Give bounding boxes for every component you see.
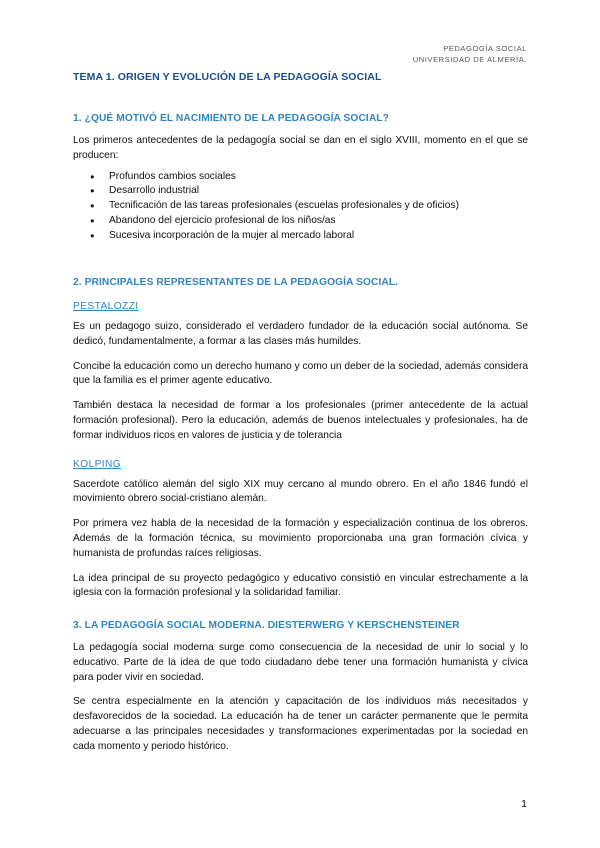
kolping-paragraph: Sacerdote católico alemán del siglo XIX muy cercano al mundo obrero. En el año 1846 fundó el movimiento obrero social-cristiano alemán. (73, 478, 528, 505)
bullet-list (73, 170, 528, 244)
pestalozzi-paragraph: Es un pedagogo suizo, considerado el verdadero fundador de la educación social autónoma. Se dedicó, fundamentalmente, a formar a las clases más humildes. (73, 321, 528, 347)
bullet-item: ● Sucesiva incorporación de la mujer al mercado laboral (73, 229, 528, 244)
pestalozzi-paragraph: Concibe la educación como un derecho humano y como un deber de la sociedad, además considera que la familia es el primer agente educativo. (73, 360, 528, 387)
page-header (413, 44, 527, 65)
page-number: 1 (521, 798, 527, 810)
section-1 (73, 113, 528, 244)
bullet-item: ● Abandono del ejercicio profesional de los niños/as (73, 214, 528, 229)
section-2 (73, 277, 528, 611)
section-1-intro: Los primeros antecedentes de la pedagogía social se dan en el siglo XVIII, momento en el que se producen: (73, 135, 528, 161)
section-3-heading: 3. LA PEDAGOGÍA SOCIAL MODERNA. DIESTERWERG Y KERSCHENSTEINER (73, 620, 460, 631)
pestalozzi-link[interactable]: PESTALOZZI (73, 301, 139, 312)
section-1-heading: 1. ¿QUÉ MOTIVÓ EL NACIMIENTO DE LA PEDAGOGÍA SOCIAL? (73, 113, 389, 124)
header-course: PEDAGOGÍA SOCIAL (443, 44, 527, 53)
section-2-heading: 2. PRINCIPALES REPRESENTANTES DE LA PEDAGOGÍA SOCIAL. (73, 277, 399, 288)
kolping-paragraph: Por primera vez habla de la necesidad de la formación y especialización continua de los obreros. Además de la formación técnica, su movimiento proporcionaba una gran formación cívica y humanista de profundas raíces religiosas. (73, 518, 528, 559)
bullet-item: ● Profundos cambios sociales (73, 170, 528, 185)
section-3 (73, 620, 528, 765)
section-3-paragraph: La pedagogía social moderna surge como consecuencia de la necesidad de unir lo social y lo educativo. Parte de la idea de que todo ciudadano debe tener una formación humanista y cívica para poder vivir en sociedad. (73, 642, 528, 683)
section-3-paragraph: Se centra especialmente en la atención y capacitación de los individuos más necesitados y desfavorecidos de la sociedad. La educación ha de tener un carácter permanente que le permita adecuarse a las principales necesidades y transformaciones experimentadas por la sociedad en cada momento y periodo histórico. (73, 696, 528, 752)
kolping-link[interactable]: KOLPING (73, 458, 122, 470)
bullet-item: ● Tecnificación de las tareas profesionales (escuelas profesionales y de oficios) (73, 199, 528, 214)
header-university: UNIVERSIDAD DE ALMERÍA. (412, 54, 527, 64)
bullet-item: ● Desarrollo industrial (73, 184, 528, 199)
kolping-paragraph: La idea principal de su proyecto pedagógico y educativo consistió en vincular estrechamente a la iglesia con la formación profesional y la solidaridad familiar. (73, 572, 528, 599)
document-title: TEMA 1. ORIGEN Y EVOLUCIÓN DE LA PEDAGOGÍA SOCIAL (73, 71, 382, 83)
pestalozzi-paragraph: También destaca la necesidad de formar a los profesionales (primer antecedente de la actual formación profesional). Pero la educación, además de buenos intelectuales y profesionales, ha de formar individuos ricos en valores de justicia y de tolerancia (73, 400, 528, 441)
